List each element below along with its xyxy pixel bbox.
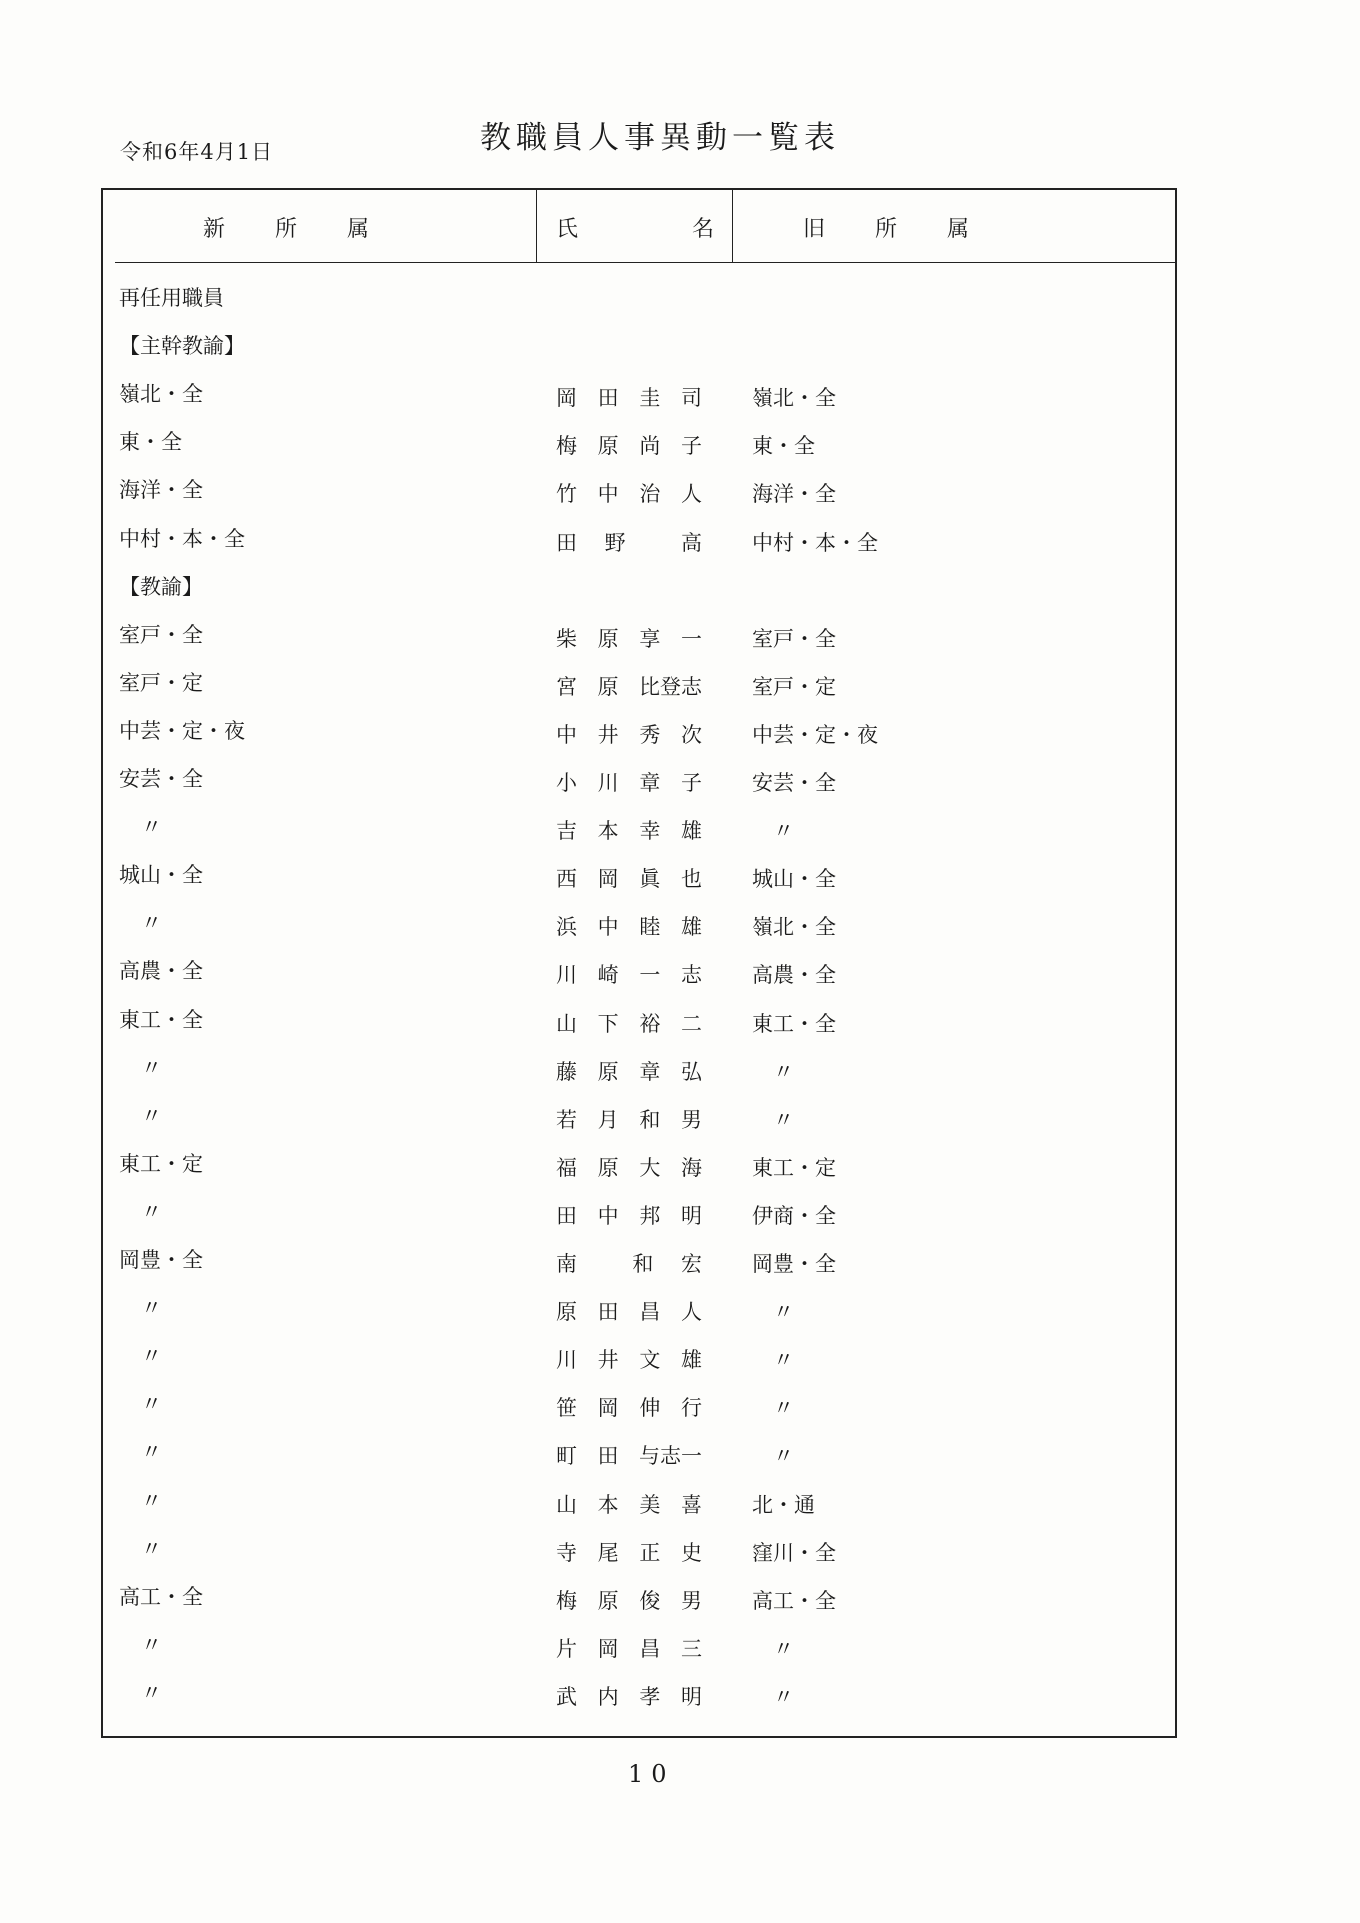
table-row <box>103 378 1175 418</box>
name-char: 南 <box>556 1252 577 1276</box>
table-row <box>103 1629 1175 1669</box>
new-affiliation: 〃 <box>141 1199 162 1224</box>
new-affiliation: 岡豊・全 <box>119 1248 203 1272</box>
name-char: 川 <box>597 771 619 795</box>
name-char: 明 <box>680 1684 702 1709</box>
name-char: 一 <box>639 963 661 988</box>
name-char: 田 <box>597 1300 619 1325</box>
name-char: 川 <box>556 963 577 988</box>
table-row <box>103 907 1175 947</box>
name-char: 福 <box>556 1155 577 1180</box>
table-row <box>103 1388 1175 1428</box>
new-affiliation: 〃 <box>141 1344 162 1369</box>
name-char: 下 <box>597 1011 619 1036</box>
name-char: 田 <box>597 386 619 411</box>
table-row <box>103 667 1175 707</box>
name-char: 三 <box>680 1636 702 1661</box>
name-char: 子 <box>680 771 702 795</box>
table-row <box>103 1485 1175 1525</box>
old-affiliation: 海洋・全 <box>752 482 836 507</box>
name-char: 章 <box>639 771 661 795</box>
name-char: 岡 <box>597 867 619 892</box>
table-row <box>103 1533 1175 1573</box>
table-row <box>103 1148 1175 1188</box>
old-affiliation: 〃 <box>773 1444 794 1469</box>
table-row <box>103 1292 1175 1332</box>
staff-name <box>556 1681 702 1711</box>
staff-name <box>556 1296 702 1326</box>
new-affiliation: 〃 <box>141 1296 162 1321</box>
name-char: 田 <box>556 1203 577 1228</box>
name-char: 伸 <box>639 1396 661 1421</box>
old-affiliation: 中村・本・全 <box>752 530 878 555</box>
name-char: 裕 <box>639 1011 661 1036</box>
old-affiliation: 安芸・全 <box>752 771 836 795</box>
name-char: 一 <box>680 626 702 651</box>
name-char: 幸 <box>639 819 661 844</box>
name-char: 中 <box>597 915 619 940</box>
new-affiliation: 東工・全 <box>119 1007 203 1032</box>
name-char: 笹 <box>556 1396 577 1421</box>
transfer-table <box>101 188 1177 1738</box>
name-char: 内 <box>597 1684 619 1709</box>
table-row <box>103 1244 1175 1284</box>
table-row <box>103 1196 1175 1236</box>
old-affiliation: 嶺北・全 <box>752 915 836 940</box>
table-row <box>103 811 1175 851</box>
new-affiliation: 〃 <box>141 1103 162 1128</box>
name-char: 邦 <box>639 1203 661 1228</box>
new-affiliation: 高農・全 <box>119 959 203 984</box>
staff-name <box>556 382 702 412</box>
name-char: 岡 <box>556 386 577 411</box>
header-new-affiliation: 新 所 属 <box>203 217 372 242</box>
name-char: 尚 <box>639 434 661 459</box>
old-affiliation: 室戸・定 <box>752 674 836 699</box>
new-affiliation: 〃 <box>141 1680 162 1705</box>
name-char: 雄 <box>680 915 702 940</box>
new-affiliation: 安芸・全 <box>119 767 203 791</box>
staff-name <box>556 1440 702 1470</box>
name-char: 秀 <box>639 722 661 747</box>
name-char: 原 <box>597 626 619 651</box>
new-affiliation: 〃 <box>141 1488 162 1513</box>
name-char: 昌 <box>639 1300 661 1325</box>
date-label: 令和6年4月1日 <box>120 140 274 164</box>
table-row <box>103 715 1175 755</box>
new-affiliation: 東・全 <box>119 430 182 455</box>
staff-name <box>556 430 702 460</box>
name-char: 田 <box>597 1444 619 1469</box>
staff-name <box>556 911 702 941</box>
name-char: 柴 <box>556 626 577 651</box>
name-char: 弘 <box>680 1059 702 1084</box>
new-affiliation: 〃 <box>141 1440 162 1465</box>
name-char: 子 <box>680 434 702 459</box>
name-char: 岡 <box>597 1396 619 1421</box>
name-char: 原 <box>597 1155 619 1180</box>
name-char: 比登志 <box>639 674 702 699</box>
name-char: 司 <box>680 386 702 411</box>
section-label: 再任用職員 <box>119 286 224 310</box>
name-char: 美 <box>639 1492 661 1517</box>
page-number: 10 <box>628 1760 675 1788</box>
column-divider <box>536 190 537 262</box>
staff-name <box>556 1104 702 1134</box>
new-affiliation: 中村・本・全 <box>119 526 245 551</box>
name-char: 史 <box>680 1540 702 1565</box>
name-char: 大 <box>639 1155 661 1180</box>
table-row <box>103 619 1175 659</box>
name-char: 本 <box>597 819 619 844</box>
table-row <box>103 1677 1175 1717</box>
old-affiliation: 〃 <box>773 1348 794 1373</box>
staff-name <box>556 719 702 749</box>
name-char: 行 <box>680 1396 702 1421</box>
old-affiliation: 岡豊・全 <box>752 1252 836 1276</box>
new-affiliation: 〃 <box>141 815 162 840</box>
name-char: 宮 <box>556 674 577 699</box>
name-char: 吉 <box>556 819 577 844</box>
name-char: 原 <box>597 1588 619 1613</box>
staff-name <box>556 527 702 557</box>
name-char: 中 <box>556 722 577 747</box>
new-affiliation: 東工・定 <box>119 1151 203 1176</box>
name-char: 中 <box>597 482 619 507</box>
old-affiliation: 嶺北・全 <box>752 386 836 411</box>
name-char: 西 <box>556 867 577 892</box>
name-char: 俊 <box>639 1588 661 1613</box>
new-affiliation: 〃 <box>141 1055 162 1080</box>
name-char: 人 <box>680 1300 702 1325</box>
name-char: 原 <box>597 434 619 459</box>
new-affiliation: 海洋・全 <box>119 478 203 503</box>
table-row <box>103 1100 1175 1140</box>
table-row <box>103 523 1175 563</box>
staff-name <box>556 959 702 989</box>
name-char: 若 <box>556 1107 577 1132</box>
name-char: 次 <box>680 722 702 747</box>
name-char: 和 <box>639 1107 661 1132</box>
staff-name <box>556 863 702 893</box>
name-char: 与志一 <box>639 1444 702 1469</box>
table-row <box>103 955 1175 995</box>
header-old-affiliation: 旧 所 属 <box>803 217 972 242</box>
name-char: 高 <box>680 530 702 555</box>
name-char: 月 <box>597 1107 619 1132</box>
new-affiliation: 中芸・定・夜 <box>119 718 245 743</box>
staff-name <box>556 815 702 845</box>
table-row <box>103 1004 1175 1044</box>
staff-name <box>556 1056 702 1086</box>
staff-name <box>556 1200 702 1230</box>
new-affiliation: 高工・全 <box>119 1584 203 1609</box>
new-affiliation: 城山・全 <box>119 863 203 888</box>
name-char: 章 <box>639 1059 661 1084</box>
name-char: 男 <box>680 1107 702 1132</box>
name-char: 寺 <box>556 1540 577 1565</box>
name-char: 也 <box>680 867 702 892</box>
staff-name <box>556 1537 702 1567</box>
table-row <box>103 859 1175 899</box>
staff-name <box>556 478 702 508</box>
name-char: 岡 <box>597 1636 619 1661</box>
name-char: 尾 <box>597 1540 619 1565</box>
table-row <box>103 1052 1175 1092</box>
name-char: 中 <box>597 1203 619 1228</box>
header-rule <box>115 262 1175 263</box>
name-char: 正 <box>639 1540 661 1565</box>
name-char: 和 <box>632 1252 654 1276</box>
name-char: 井 <box>597 1348 619 1373</box>
name-char: 梅 <box>556 434 577 459</box>
new-affiliation: 室戸・定 <box>119 670 203 695</box>
name-char: 文 <box>639 1348 661 1373</box>
name-char: 藤 <box>556 1059 577 1084</box>
old-affiliation: 〃 <box>773 1636 794 1661</box>
old-affiliation: 伊商・全 <box>752 1203 836 1228</box>
old-affiliation: 〃 <box>773 1684 794 1709</box>
old-affiliation: 窪川・全 <box>752 1540 836 1565</box>
staff-name <box>556 1633 702 1663</box>
old-affiliation: 城山・全 <box>752 867 836 892</box>
name-char: 原 <box>597 674 619 699</box>
table-row <box>103 1581 1175 1621</box>
column-divider <box>732 190 733 262</box>
name-char: 浜 <box>556 915 577 940</box>
new-affiliation: 〃 <box>141 1392 162 1417</box>
name-char: 享 <box>639 626 661 651</box>
new-affiliation: 室戸・全 <box>119 622 203 647</box>
table-row <box>103 426 1175 466</box>
name-char: 人 <box>680 482 702 507</box>
staff-name <box>556 1152 702 1182</box>
name-char: 志 <box>680 963 702 988</box>
old-affiliation: 〃 <box>773 1300 794 1325</box>
name-char: 男 <box>680 1588 702 1613</box>
old-affiliation: 〃 <box>773 1396 794 1421</box>
name-char: 睦 <box>639 915 661 940</box>
table-row <box>103 1340 1175 1380</box>
name-char: 圭 <box>639 386 661 411</box>
name-char: 小 <box>556 771 577 795</box>
old-affiliation: 中芸・定・夜 <box>752 722 878 747</box>
old-affiliation: 東・全 <box>752 434 815 459</box>
new-affiliation: 〃 <box>141 1536 162 1561</box>
name-char: 山 <box>556 1011 577 1036</box>
name-char: 川 <box>556 1348 577 1373</box>
header-name-left: 氏 <box>556 217 579 242</box>
name-char: 梅 <box>556 1588 577 1613</box>
name-char: 竹 <box>556 482 577 507</box>
old-affiliation: 東工・全 <box>752 1011 836 1036</box>
name-char: 山 <box>556 1492 577 1517</box>
name-char: 片 <box>556 1636 577 1661</box>
name-char: 崎 <box>597 963 619 988</box>
name-char: 明 <box>680 1203 702 1228</box>
name-char: 喜 <box>680 1492 702 1517</box>
old-affiliation: 〃 <box>773 1107 794 1132</box>
name-char: 眞 <box>639 867 661 892</box>
group-label: 【主幹教諭】 <box>119 334 245 359</box>
old-affiliation: 〃 <box>773 1059 794 1084</box>
name-char: 野 <box>604 530 626 555</box>
staff-name <box>556 767 702 797</box>
old-affiliation: 東工・定 <box>752 1155 836 1180</box>
group-label: 【教諭】 <box>119 574 203 599</box>
name-char: 孝 <box>639 1684 661 1709</box>
table-row <box>103 1436 1175 1476</box>
name-char: 宏 <box>680 1252 702 1276</box>
name-char: 井 <box>597 722 619 747</box>
name-char: 武 <box>556 1684 577 1709</box>
table-row <box>103 763 1175 803</box>
header-name-right: 名 <box>692 217 715 242</box>
new-affiliation: 〃 <box>141 911 162 936</box>
new-affiliation: 嶺北・全 <box>119 382 203 407</box>
name-char: 雄 <box>680 1348 702 1373</box>
name-char: 治 <box>639 482 661 507</box>
staff-name <box>556 623 702 653</box>
name-char: 昌 <box>639 1636 661 1661</box>
page-title: 教職員人事異動一覧表 <box>480 120 840 156</box>
old-affiliation: 高工・全 <box>752 1588 836 1613</box>
name-char: 本 <box>597 1492 619 1517</box>
staff-name <box>556 1344 702 1374</box>
name-char: 原 <box>556 1300 577 1325</box>
old-affiliation: 高農・全 <box>752 963 836 988</box>
new-affiliation: 〃 <box>141 1632 162 1657</box>
table-row <box>103 474 1175 514</box>
staff-name <box>556 1585 702 1615</box>
name-char: 原 <box>597 1059 619 1084</box>
old-affiliation: 〃 <box>773 819 794 844</box>
name-char: 田 <box>556 530 577 555</box>
name-char: 海 <box>680 1155 702 1180</box>
staff-name <box>556 1248 702 1278</box>
staff-name <box>556 1392 702 1422</box>
name-char: 雄 <box>680 819 702 844</box>
staff-name <box>556 1489 702 1519</box>
name-char: 町 <box>556 1444 577 1469</box>
old-affiliation: 室戸・全 <box>752 626 836 651</box>
staff-name <box>556 1008 702 1038</box>
name-char: 二 <box>680 1011 702 1036</box>
staff-name <box>556 671 702 701</box>
old-affiliation: 北・通 <box>752 1492 815 1517</box>
